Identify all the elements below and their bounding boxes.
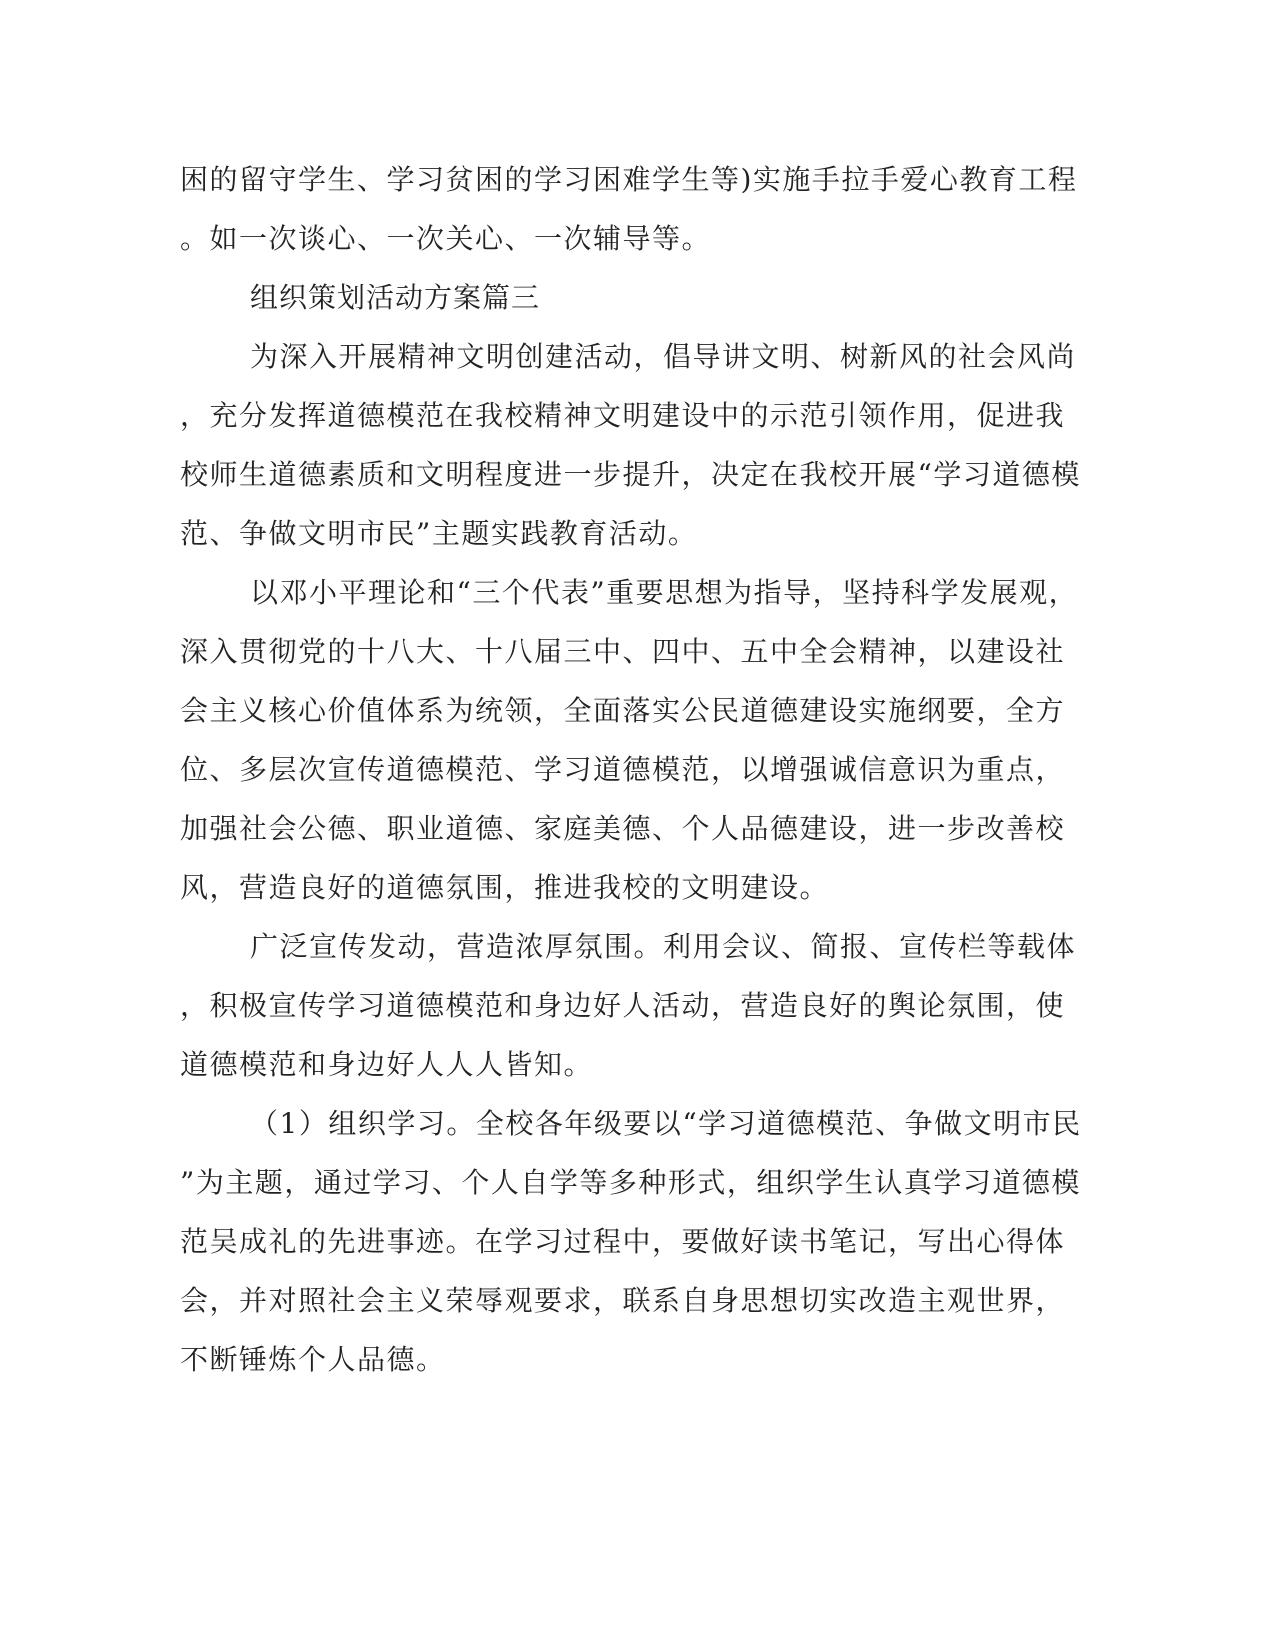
paragraph-line: 为深入开展精神文明创建活动，倡导讲文明、树新风的社会风尚	[250, 340, 1077, 373]
paragraph-line: 以邓小平理论和“三个代表”重要思想为指导，坚持科学发展观，	[250, 576, 1079, 609]
paragraph-line: 不断锤炼个人品德。	[180, 1343, 446, 1376]
paragraph-line: ，积极宣传学习道德模范和身边好人活动，营造良好的舆论氛围，使	[180, 989, 1066, 1022]
paragraph-line: 范、争做文明市民”主题实践教育活动。	[180, 517, 698, 550]
paragraph-line: 位、多层次宣传道德模范、学习道德模范，以增强诚信意识为重点，	[180, 753, 1066, 786]
section-heading: 组织策划活动方案篇三	[250, 281, 541, 314]
paragraph-line: 困的留守学生、学习贫困的学习困难学生等)实施手拉手爱心教育工程	[180, 163, 1078, 196]
paragraph-line: 风，营造良好的道德氛围，推进我校的文明建设。	[180, 871, 830, 904]
paragraph-line: 广泛宣传发动，营造浓厚氛围。利用会议、简报、宣传栏等载体	[250, 930, 1077, 963]
paragraph-line: ，充分发挥道德模范在我校精神文明建设中的示范引领作用，促进我	[180, 399, 1066, 432]
paragraph-line: 道德模范和身边好人人人皆知。	[180, 1048, 594, 1081]
paragraph-line: 校师生道德素质和文明程度进一步提升，决定在我校开展“学习道德模	[180, 458, 1081, 491]
paragraph-line: 加强社会公德、职业道德、家庭美德、个人品德建设，进一步改善校	[180, 812, 1066, 845]
paragraph-line: （1）组织学习。全校各年级要以“学习道德模范、争做文明市民	[250, 1107, 1082, 1140]
paragraph-line: 范吴成礼的先进事迹。在学习过程中，要做好读书笔记，写出心得体	[180, 1225, 1066, 1258]
paragraph-line: 会，并对照社会主义荣辱观要求，联系自身思想切实改造主观世界，	[180, 1284, 1066, 1317]
paragraph-line: 。如一次谈心、一次关心、一次辅导等。	[180, 222, 712, 255]
paragraph-line: ”为主题，通过学习、个人自学等多种形式，组织学生认真学习道德模	[180, 1166, 1081, 1199]
paragraph-line: 会主义核心价值体系为统领，全面落实公民道德建设实施纲要，全方	[180, 694, 1066, 727]
paragraph-line: 深入贯彻党的十八大、十八届三中、四中、五中全会精神，以建设社	[180, 635, 1066, 668]
